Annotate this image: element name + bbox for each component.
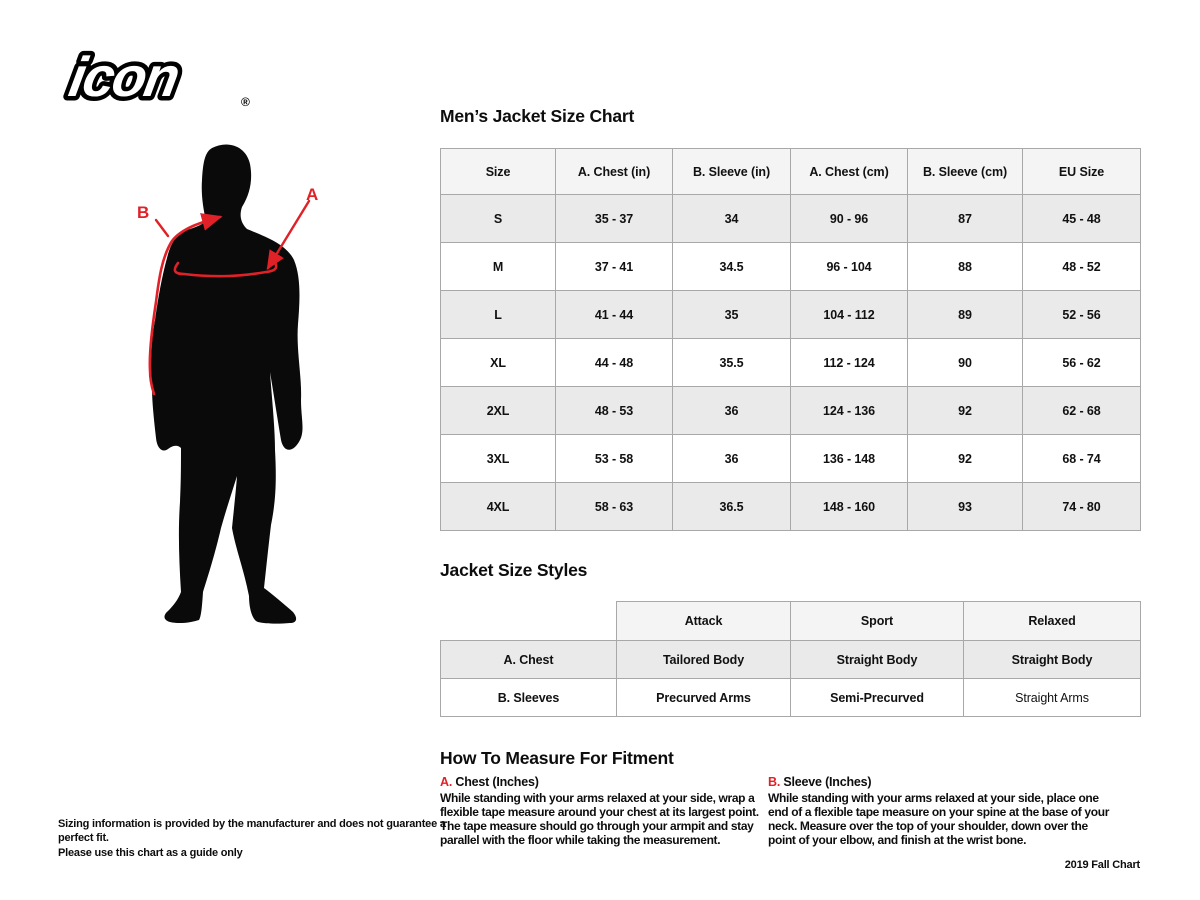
table-row <box>441 641 1141 679</box>
cell-sleeve-in: 35.5 <box>673 339 791 387</box>
table-row <box>441 387 1141 435</box>
figure-label-b: B <box>137 203 150 222</box>
measure-body-sleeve: While standing with your arms relaxed at your side, place one end of a flexible tape measure on your spine at the base of your neck. Measure over the top of your shoulder, down over the point of your elbow, and finish at the wrist bone. <box>768 791 1110 848</box>
col-header-chest-cm: A. Chest (cm) <box>791 149 908 195</box>
disclaimer-line-1: Sizing information is provided by the manufacturer and does not guarantee a perfect fit. <box>58 818 446 845</box>
col-header-attack: Attack <box>617 602 791 641</box>
cell-size: 2XL <box>441 387 556 435</box>
table-row <box>441 483 1141 531</box>
row-label-sleeves: B. Sleeves <box>441 679 617 717</box>
col-header-sleeve-cm: B. Sleeve (cm) <box>908 149 1023 195</box>
cell-sleeve-cm: 87 <box>908 195 1023 243</box>
measure-heading-chest-text: Chest (Inches) <box>452 775 539 789</box>
table-row <box>441 195 1141 243</box>
icon-logo <box>58 44 268 114</box>
registered-mark: ® <box>241 95 250 109</box>
cell-eu-size: 74 - 80 <box>1023 483 1141 531</box>
cell-chest-cm: 96 - 104 <box>791 243 908 291</box>
measure-prefix-b: B. <box>768 775 781 789</box>
figure-label-a: A <box>306 185 319 204</box>
measure-title: How To Measure For Fitment <box>440 748 674 768</box>
cell-sleeve-in: 35 <box>673 291 791 339</box>
cell-sleeve-cm: 93 <box>908 483 1023 531</box>
cell-chest-cm: 112 - 124 <box>791 339 908 387</box>
cell-sleeve-in: 34 <box>673 195 791 243</box>
size-chart-title: Men’s Jacket Size Chart <box>440 106 635 126</box>
size-table <box>440 148 1141 531</box>
table-row <box>441 339 1141 387</box>
cell-chest-in: 37 - 41 <box>556 243 673 291</box>
cell-eu-size: 56 - 62 <box>1023 339 1141 387</box>
cell-sleeve-in: 36 <box>673 387 791 435</box>
measure-heading-sleeve <box>768 775 1118 789</box>
cell-sleeve-in: 36.5 <box>673 483 791 531</box>
styles-table <box>440 601 1141 717</box>
size-table-header-row <box>441 149 1141 195</box>
cell-chest-in: 35 - 37 <box>556 195 673 243</box>
logo-text: icon <box>64 45 183 108</box>
cell-sleeve-cm: 92 <box>908 387 1023 435</box>
cell-eu-size: 68 - 74 <box>1023 435 1141 483</box>
table-row <box>441 435 1141 483</box>
label-b-pointer-line <box>156 220 168 236</box>
disclaimer-line-2: Please use this chart as a guide only <box>58 846 243 859</box>
cell-chest-in: 58 - 63 <box>556 483 673 531</box>
cell-chest-in: 48 - 53 <box>556 387 673 435</box>
cell-sleeve-cm: 88 <box>908 243 1023 291</box>
cell-sleeve-cm: 92 <box>908 435 1023 483</box>
col-header-sport: Sport <box>791 602 964 641</box>
cell-chest-cm: 124 - 136 <box>791 387 908 435</box>
table-row <box>441 243 1141 291</box>
body-silhouette-shape <box>151 145 303 624</box>
table-row <box>441 291 1141 339</box>
blank-cell <box>441 602 617 641</box>
cell-chest-in: 41 - 44 <box>556 291 673 339</box>
col-header-relaxed: Relaxed <box>964 602 1141 641</box>
table-row <box>441 679 1141 717</box>
cell-eu-size: 62 - 68 <box>1023 387 1141 435</box>
cell-size: S <box>441 195 556 243</box>
measure-prefix-a: A. <box>440 775 453 789</box>
sizing-disclaimer <box>58 817 458 860</box>
styles-header-row <box>441 602 1141 641</box>
cell-size: XL <box>441 339 556 387</box>
cell-chest-in: 53 - 58 <box>556 435 673 483</box>
col-header-sleeve-in: B. Sleeve (in) <box>673 149 791 195</box>
cell-size: L <box>441 291 556 339</box>
cell-eu-size: 52 - 56 <box>1023 291 1141 339</box>
measure-heading-chest <box>440 775 766 789</box>
cell-relaxed-chest: Straight Body <box>964 641 1141 679</box>
cell-sport-sleeves: Semi-Precurved <box>791 679 964 717</box>
measurement-figure <box>60 130 400 660</box>
styles-chart-title: Jacket Size Styles <box>440 560 588 580</box>
col-header-size: Size <box>441 149 556 195</box>
cell-chest-cm: 148 - 160 <box>791 483 908 531</box>
chart-version-label: 2019 Fall Chart <box>1064 859 1140 871</box>
cell-sport-chest: Straight Body <box>791 641 964 679</box>
row-label-chest: A. Chest <box>441 641 617 679</box>
measure-heading-sleeve-text: Sleeve (Inches) <box>780 775 872 789</box>
cell-attack-sleeves: Precurved Arms <box>617 679 791 717</box>
cell-relaxed-sleeves: Straight Arms <box>964 679 1141 717</box>
cell-sleeve-cm: 89 <box>908 291 1023 339</box>
cell-sleeve-in: 34.5 <box>673 243 791 291</box>
cell-chest-cm: 104 - 112 <box>791 291 908 339</box>
cell-attack-chest: Tailored Body <box>617 641 791 679</box>
cell-size: 4XL <box>441 483 556 531</box>
cell-chest-in: 44 - 48 <box>556 339 673 387</box>
cell-chest-cm: 136 - 148 <box>791 435 908 483</box>
cell-eu-size: 45 - 48 <box>1023 195 1141 243</box>
cell-sleeve-in: 36 <box>673 435 791 483</box>
cell-eu-size: 48 - 52 <box>1023 243 1141 291</box>
col-header-eu-size: EU Size <box>1023 149 1141 195</box>
cell-sleeve-cm: 90 <box>908 339 1023 387</box>
measure-section-sleeve <box>768 775 1118 847</box>
measure-body-chest: While standing with your arms relaxed at your side, wrap a flexible tape measure around your chest at its largest point. The tape measure should go through your armpit and stay parallel with the floor while taking the measurement. <box>440 791 759 848</box>
cell-size: M <box>441 243 556 291</box>
cell-chest-cm: 90 - 96 <box>791 195 908 243</box>
cell-size: 3XL <box>441 435 556 483</box>
col-header-chest-in: A. Chest (in) <box>556 149 673 195</box>
measure-section-chest <box>440 775 766 847</box>
